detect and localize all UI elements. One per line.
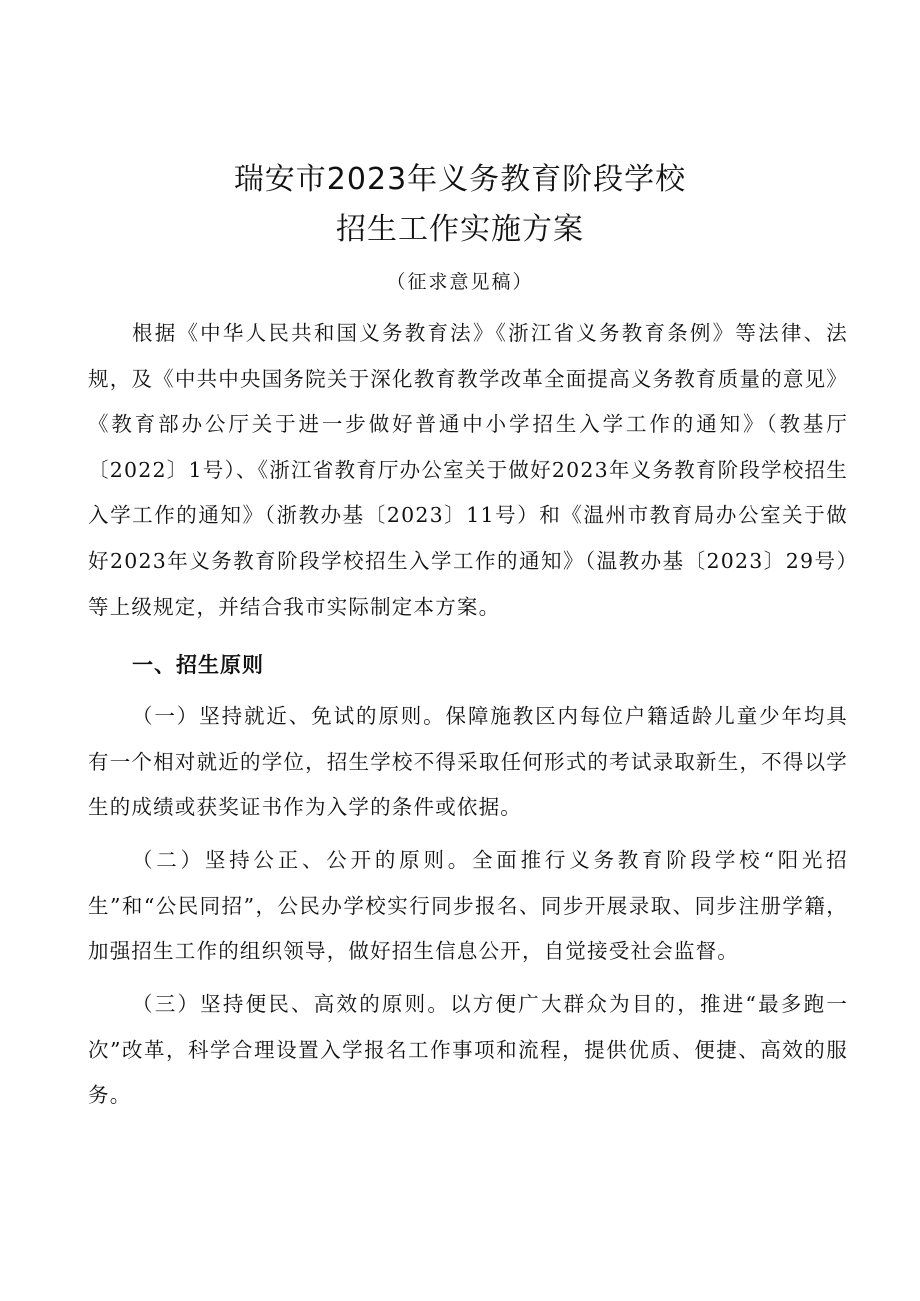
principle-paragraph-3: （三）坚持便民、高效的原则。以方便广大群众为目的，推进“最多跑一次”改革，科学合理设置入学报名工作事项和流程，提供优质、便捷、高效的服务。 (88, 992, 848, 1108)
document-title-line2: 招生工作实施方案 (336, 212, 584, 247)
document-subtitle: （征求意见稿） (386, 271, 534, 293)
section-heading: 一、招生原则 (132, 653, 264, 677)
document-title-line1: 瑞安市2023年义务教育阶段学校 (233, 162, 687, 197)
intro-paragraph: 根据《中华人民共和国义务教育法》《浙江省义务教育条例》等法律、法规，及《中共中央国务院关于深化教育教学改革全面提高义务教育质量的意见》《教育部办公厅关于进一步做好普通中小学招生入学工作的通知》（教基厅〔2022〕1号）、《浙江省教育厅办公室关于做好2023年义务教育阶段学校招生入学工作的通知》（浙教办基〔2023〕11号）和《温州市教育局办公室关于做好2023年义务教育阶段学校招生入学工作的通知》（温教办基〔2023〕29号）等上级规定，并结合我市实际制定本方案。 (88, 321, 848, 619)
principle-paragraph-2: （二）坚持公正、公开的原则。全面推行义务教育阶段学校“阳光招生”和“公民同招”，公民办学校实行同步报名、同步开展录取、同步注册学籍，加强招生工作的组织领导，做好招生信息公开，自觉接受社会监督。 (88, 848, 848, 964)
principle-paragraph-1: （一）坚持就近、免试的原则。保障施教区内每位户籍适龄儿童少年均具有一个相对就近的学位，招生学校不得采取任何形式的考试录取新生，不得以学生的成绩或获奖证书作为入学的条件或依据。 (88, 704, 848, 820)
